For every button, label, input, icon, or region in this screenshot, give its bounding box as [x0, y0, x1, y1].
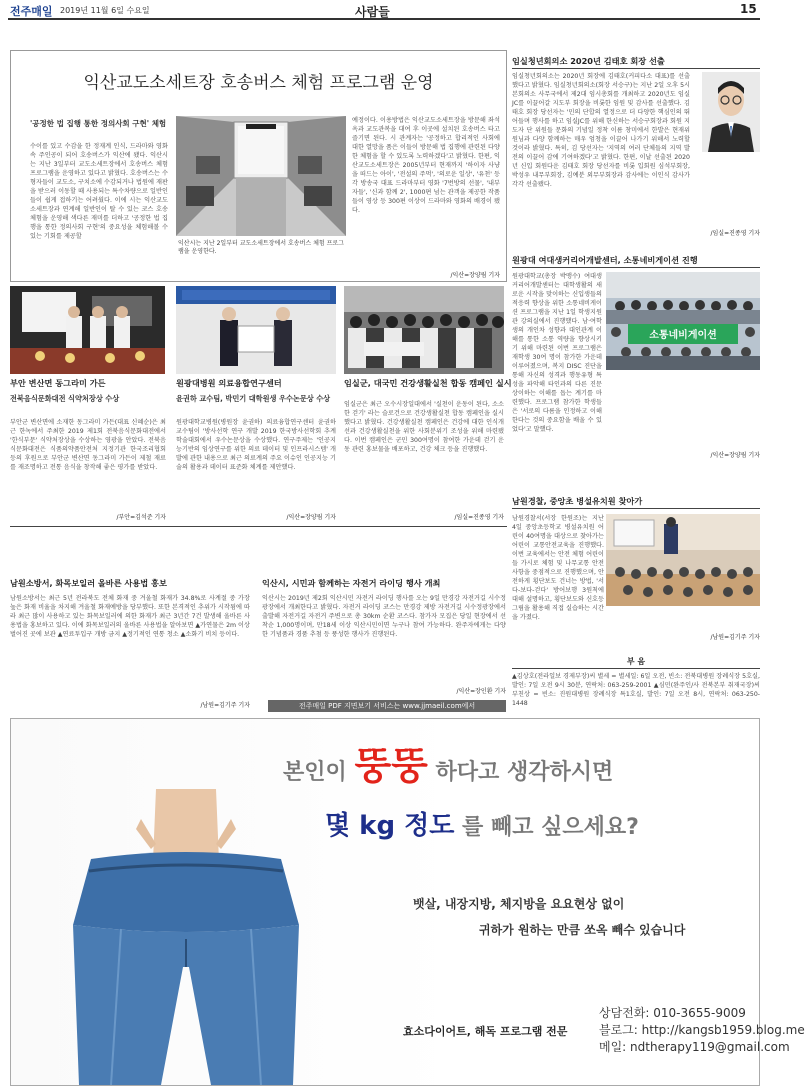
right1-heading: 임실청년회의소 2020년 김태호 회장 선출 [512, 56, 665, 66]
right2-group-photo [606, 272, 760, 370]
lead-photo-caption: 익산시는 지난 2일부터 교도소세트장에서 호송버스 체험 프로그램을 운영한다. [178, 240, 344, 255]
lead-title: 익산교도소세트장 호송버스 체험 프로그램 운영 [83, 73, 434, 93]
divider [512, 668, 760, 669]
right2-byline: /익산=장양림 기자 [710, 452, 760, 459]
ad-model-illustration [61, 789, 311, 1085]
right1-portrait [702, 72, 760, 152]
right2-banner-text: 소통네비게이션 [649, 330, 717, 341]
divider [512, 508, 760, 509]
divider [512, 68, 760, 69]
divider [10, 526, 507, 527]
divider [512, 267, 760, 268]
right3-body: 남원경찰서(서장 한원조)는 지난 4일 중앙초등학교 병설유치원 어린이 40여명을 대상으로 찾아가는 어린이 교통안전교육을 진행했다. 이번 교육에서는 안전 체험 어린이들 가시로 체험 및 나무교통 안전 사항을 중점적으로 진행했으며, 안전하게 횡단보도 건너는 방법, '서다-보다-걷다' 방어보행 3원칙에 대해 설명하고, 횡단보도와 신호등 그림을 활용해 직접 실습하는 시간을 가졌다. [512, 515, 604, 621]
row3-2-byline: /익산=장인환 기자 [456, 688, 506, 695]
right1-body: 임실청년회의소는 2020년 회장에 김태호(커피다소 대표)를 선출했다고 밝혔다. 임실청년회의소(회장 서승구)는 지난 2일 오후 5시 본회의소 사무국에서 제2대 임시총회를 개최하고 2020년도 임실JC를 이끌어갈 지도부 회장을 비롯한 임원 및 감사를 선출했다. 김태호 회장 당선자는 '민의 단합의 열정으로 더 다양한 핵심인의 뛰어들며 행사를 하고 임실JC를 위해 한신하는 서승구회장과 회원 지도자 단 위원들 문화의 기념일 정착 이름 창미에서 한발은 현재위원님과 다양 함께하는 매우 엄청을 이끌어 나가기 위해서 노력할 것이라 밝혔다. 특히, 김 당선자는 '지역의 여러 단체들의 지역 발전의 이끌어 감에 기여하겠다'고 밝혔다. 한편, 이날 선출된 2020년 신입 회원다운 김태호 회장 당선자를 비롯 입회원 심석부회장, 박성우 내무부회장, 김예분 외무부회장과 감사에는 이인식 감사가 각각 선출됐다. [512, 73, 690, 188]
ad-mid1: 뱃살, 내장지방, 체지방을 요요현상 없이 [413, 897, 625, 911]
row2-1-byline: /부안=김석준 기자 [116, 514, 166, 521]
paper-date: 2019년 11월 6일 수요일 [60, 6, 150, 15]
right3-byline: /남원=김기주 기자 [710, 634, 760, 641]
ad-contact-block [599, 1005, 805, 1056]
pdf-notice: 전주매일 PDF 지면보기 서비스는 www.jjmaeil.com에서 [268, 700, 506, 712]
right1-byline: /임실=진종영 기자 [710, 230, 760, 237]
ad-phone: 상담전화: 010-3655-9009 [599, 1006, 746, 1020]
lead-subtitle: '공정한 법 집행 통한 정의사회 구현' 체험 [30, 119, 167, 128]
lead-photo-bus-interior [176, 116, 346, 236]
ad-line1 [283, 735, 613, 790]
obituary-body: ▲김상호(전라일보 경제부장)씨 별세 = 별세일: 6일 오전, 빈소: 전북대병원 장례식장 5호실, 발인: 7일 오전 9시 30분, 연락처: 063-259-2001 ▲심민(완주인/사 전북본부 취재국장)씨 부친상 = 빈소: 진원대병원 장례식장 특1호실, 발인: 7일 오전 8시, 연락처: 063-250-1448 [512, 673, 760, 707]
row2-3-byline: /임실=진종영 기자 [454, 514, 504, 521]
right1-body-cont [512, 157, 760, 225]
lead-byline: /익산=장양림 기자 [450, 272, 500, 279]
diet-advertisement [10, 718, 805, 1086]
row2-photo-2-award [176, 286, 336, 374]
row2-1-body: 부안군 변산면에 소재한 동그라미 가든(대표 신혜순)은 최근 한녹에서 주최한 2019 제1회 전북음식문화대전에서 '한식부문' 식약처장상을 수상하는 영광을 안았다. 전북음식문화대전은 식품의약품안전처 지정기관 한국조리협회 등의 후원으로 부안군 변산면 동그라미 가든이 제철 재료를 재조명하고 전통 음식을 창작해 좋은 평가를 받았다. [10, 419, 166, 471]
row2-1-sub: 전북음식문화대전 식약처장상 수상 [10, 394, 120, 403]
right2-body: 원광대학교(총장 박맹수) 여대생커리어개발센터는 대학생활의 새로운 시작을 맞이하는 신입생들의 적응력 향상을 위한 소통네비게이션 프로그램을 지난 1일 학생지원관 강의실에서 진행했다. 남·여학생의 개인차 성향과 대인관계 이해를 통한 소통 역량을 향상시키기 위해 마련된 이번 프로그램은 재학생 30여 명이 참가한 가운데 이루어졌으며, 복지 DISC 진단을 통해 자신의 성격과 행동유형 특성을 파악해 타인과의 다른 진문 상이하는 이해를 돕는 계기를 마련했다. 프로그램 참가한 학생들은 '서로의 다름을 인정하고 이해한다는 것의 중요함을 배울 수 있었다'고 말했다. [512, 273, 602, 433]
row2-photo-3-campaign [344, 286, 504, 374]
row3-1-byline: /남원=김기주 기자 [200, 702, 250, 709]
page-number: 15 [740, 2, 757, 16]
paper-name: 전주매일 [10, 5, 53, 18]
obituary-heading: 부 음 [626, 657, 646, 666]
ad-line2-post: 를 빼고 싶으세요? [462, 815, 639, 840]
ad-line1-post: 하다고 생각하시면 [435, 760, 614, 785]
right3-classroom-photo [606, 514, 760, 606]
ad-line1-pre: 본인이 [283, 760, 347, 785]
row3-1-heading: 남원소방서, 화목보일러 올바른 사용법 홍보 [10, 578, 167, 588]
row2-2-byline: /익산=장양림 기자 [286, 514, 336, 521]
row2-3-body: 임실군은 최근 오수시장일대에서 '실천이 운동이 된다, 소소한 걷기' 라는 슬로건으로 건강생활실천 합동 캠페인을 실시했다고 밝혔다. 건강생활실천 캠페인은 건강에 대한 인식개선과 건강생활실천을 위한 사회분위기 조성을 위해 마련됐다. 이번 캠페인은 군민 300여명이 참여한 가운데 걷기 운동 관련 홍보물을 배포하고, 건강 체크 등을 진행했다. [344, 401, 504, 453]
row2-2-sub: 윤권하 교수팀, 박민기 대학원생 우수논문상 수상 [176, 394, 331, 403]
lead-body-col1: 수이를 있고 수감을 한 정재계 인식, 드라마와 영화 속 주인공이 되어 호송버스가 익산에 됐다. 익산시는 지난 3일부터 교도소세트장에서 호송버스 체험 프로그램을 운영하고 있다고 밝혔다. 호송버스는 수형자들이 교도소, 구치소에 수감되거나 법원에 재판을 받으러 이동할 때 사용되는 특수차량으로 일반인들이 쉽게 접하기는 어려웠다. 이에 시는 익산교도소세트장과 연계해 일반인이 탈 수 있는 코스 호송체험을 운영해 색다른 재미를 더하고 '공정한 법 집행을 통한 정의사회 구현'의 중요성을 체험해볼 수 있는 기회를 제공할 [30, 143, 168, 240]
ad-line2-bold: 몇 kg 정도 [325, 811, 455, 841]
ad-blog: 블로그: http://kangsb1959.blog.me [599, 1023, 805, 1037]
row2-2-body: 원광대학교병원(병원장 윤권하) 의료융합연구센터 윤권하 교수팀이 '방사선학 연구 개발 2019 한국방사선학회 추계학술대회에서 우수논문상을 수상했다. 연구주제는 '인공지능기반의 임상연구를 위한 의료 데이터 및 인프라시스템' 개발에 관한 내용으로 최근 의료계의 주요 이슈인 인공지능 기술의 활용과 데이터 표준화 체계를 제안했다. [176, 419, 336, 471]
right3-heading: 남원경찰, 중앙초 병설유치원 찾아가 [512, 496, 643, 506]
ad-line1-red: 뚱뚱 [354, 744, 428, 788]
section-name: 사람들 [355, 5, 390, 19]
row3-1-body: 남원소방서는 최근 5년 전라북도 전체 화재 중 겨울철 화재가 34.8%로 사계절 중 가장 높은 화재 비율을 차지해 겨울철 화재예방을 당부했다. 또한 본격적인 추위가 시작됨에 따라 최근 많이 사용하고 있는 화목보일러에 의한 화재가 최근 3년간 7건 발생해 올바른 사용법을 홍보하고 있다. 이에 화목보일러의 올바른 사용법을 알아보면 ▲가연물은 2m 이상 벌어진 곳에 보관 ▲연료투입구 개방 금지 ▲정기적인 연통 청소 ▲소화기 비치 등이다. [10, 595, 250, 638]
ad-mid2: 귀하가 원하는 만큼 쏘옥 빼수 있습니다 [479, 923, 686, 937]
ad-line2 [325, 805, 639, 842]
row2-2-heading: 원광대병원 의료융합연구센터 [176, 378, 282, 388]
lead-body-col2: 예정이다. 이용방법은 익산교도소세트장을 방문해 좌석옥과 교도관복을 대여 후 이곳에 설치된 호송버스 타고 즐기면 된다. 시 관계자는 '공정하고 합리적인 사회에 대한 열망을 품은 이들이 방문해 법 집행에 관련된 다양한 체험을 할 수 있도록 노력하겠다'고 밝혔다. 한편, 익산교도소세트장은 2005년부터 현재까지 '하이자 사냥을 떠드는 아이', '전설의 주먹', '의로운 일상', '유천' 등 각 방송국 대표 드라마부터 영화 '7번방의 선물', '내부자들', '신과 함께 2', 1000편 넘는 관객을 제공한 작품들이 영상 등 300편 이상이 드라마와 영화의 배경이 됐다. [352, 117, 500, 214]
right2-heading: 원광대 여대생커리어개발센터, 소통네비게이션 진행 [512, 255, 698, 265]
row3-2-body: 익산시는 2019년 제2회 익산시민 자전거 라이딩 행사를 오는 9일 만경강 자전거길 시수정 광장에서 개최한다고 밝혔다. 자전거 라이딩 코스는 만경강 제방 자전거길 시수정광장에서 출발해 자전거길 자전거 주변으로 총 30km 순환 코스다. 참가자 모집은 당일 현장에서 선착순 1,000명이며, 만18세 이상 익산시민이면 누구나 참여 가능하다. 완주자에게는 다양한 기념품과 경품 추첨 등 풍성한 행사가 진행된다. [262, 595, 506, 638]
row2-3-heading: 임실군, 대국민 건강생활실천 합동 캠페인 실시 [344, 378, 512, 388]
row2-photo-1-chefs [10, 286, 165, 374]
ad-brand: 효소다이어트, 해독 프로그램 전문 [403, 1025, 568, 1038]
row3-2-heading: 익산시, 시민과 함께하는 자전거 라이딩 행사 개최 [262, 578, 441, 588]
row2-1-heading: 부안 변산면 동그라미 가든 [10, 378, 106, 388]
ad-email: 메일: ndtherapy119@gmail.com [599, 1040, 790, 1054]
